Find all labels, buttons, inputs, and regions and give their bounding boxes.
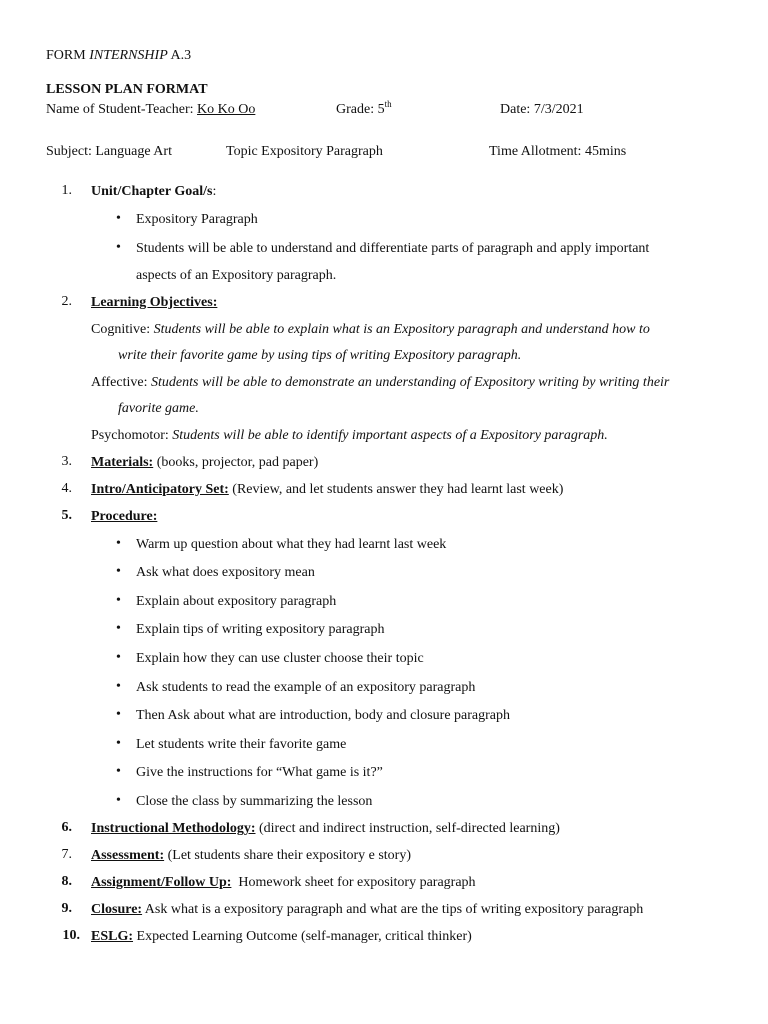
bullet-icon: • (116, 764, 121, 779)
objective-affective-continued: favorite game. (118, 401, 199, 416)
section-eslg: ESLG: Expected Learning Outcome (self-manager, critical thinker) (91, 929, 472, 944)
list-item: Let students write their favorite game (136, 737, 347, 752)
bullet-icon: • (116, 564, 121, 579)
time-allotment: Time Allotment: 45mins (489, 144, 627, 159)
bullet-icon: • (116, 793, 121, 808)
page-title: LESSON PLAN FORMAT (46, 82, 208, 97)
bullet-icon: • (116, 621, 121, 636)
section-number: 10. (62, 928, 80, 943)
section-number: 8. (61, 874, 72, 889)
list-item: Explain how they can use cluster choose their topic (136, 651, 424, 666)
section-number: 1. (61, 183, 72, 198)
section-materials: Materials: (books, projector, pad paper) (91, 455, 319, 470)
list-item: Students will be able to understand and differentiate parts of paragraph and apply important (136, 241, 650, 256)
list-item: Explain about expository paragraph (136, 594, 337, 609)
objective-cognitive: Cognitive: Students will be able to explain what is an Expository paragraph and understand how to (91, 322, 650, 337)
grade: Grade: 5th (336, 99, 392, 117)
student-teacher-name: Name of Student-Teacher: Ko Ko Oo (46, 102, 256, 117)
section-procedure: Procedure: (91, 509, 158, 524)
objective-affective: Affective: Students will be able to demonstrate an understanding of Expository writing by writing their (91, 375, 670, 390)
section-number: 4. (61, 481, 72, 496)
list-item-continued: aspects of an Expository paragraph. (136, 268, 337, 283)
bullet-icon: • (116, 707, 121, 722)
bullet-icon: • (116, 679, 121, 694)
list-item: Give the instructions for “What game is it?” (136, 765, 383, 780)
section-assessment: Assessment: (Let students share their expository e story) (91, 848, 411, 863)
section-number: 3. (61, 454, 72, 469)
section-unit-goals: Unit/Chapter Goal/s: (91, 184, 217, 199)
section-number: 2. (61, 294, 72, 309)
form-label: FORM INTERNSHIP A.3 (46, 48, 192, 63)
date: Date: 7/3/2021 (500, 102, 584, 117)
section-number: 9. (61, 901, 72, 916)
section-number: 5. (61, 508, 72, 523)
list-item: Then Ask about what are introduction, body and closure paragraph (136, 708, 511, 723)
list-item: Close the class by summarizing the lesson (136, 794, 373, 809)
section-number: 6. (61, 820, 72, 835)
list-item: Explain tips of writing expository paragraph (136, 622, 385, 637)
section-methodology: Instructional Methodology: (direct and indirect instruction, self-directed learning) (91, 821, 560, 836)
list-item: Ask students to read the example of an expository paragraph (136, 680, 476, 695)
bullet-icon: • (116, 211, 121, 226)
bullet-icon: • (116, 536, 121, 551)
section-closure: Closure: Ask what is a expository paragraph and what are the tips of writing expository paragraph (91, 902, 644, 917)
topic: Topic Expository Paragraph (226, 144, 383, 159)
bullet-icon: • (116, 593, 121, 608)
objective-cognitive-continued: write their favorite game by using tips of writing Expository paragraph. (118, 348, 522, 363)
section-assignment: Assignment/Follow Up: Homework sheet for expository paragraph (91, 875, 476, 890)
section-learning-objectives: Learning Objectives: (91, 295, 218, 310)
subject: Subject: Language Art (46, 144, 172, 159)
bullet-icon: • (116, 240, 121, 255)
section-intro: Intro/Anticipatory Set: (Review, and let students answer they had learnt last week) (91, 482, 564, 497)
section-number: 7. (61, 847, 72, 862)
objective-psychomotor: Psychomotor: Students will be able to identify important aspects of a Expository paragraph. (91, 428, 608, 443)
list-item: Ask what does expository mean (136, 565, 315, 580)
list-item: Expository Paragraph (136, 212, 258, 227)
bullet-icon: • (116, 736, 121, 751)
bullet-icon: • (116, 650, 121, 665)
list-item: Warm up question about what they had learnt last week (136, 537, 447, 552)
